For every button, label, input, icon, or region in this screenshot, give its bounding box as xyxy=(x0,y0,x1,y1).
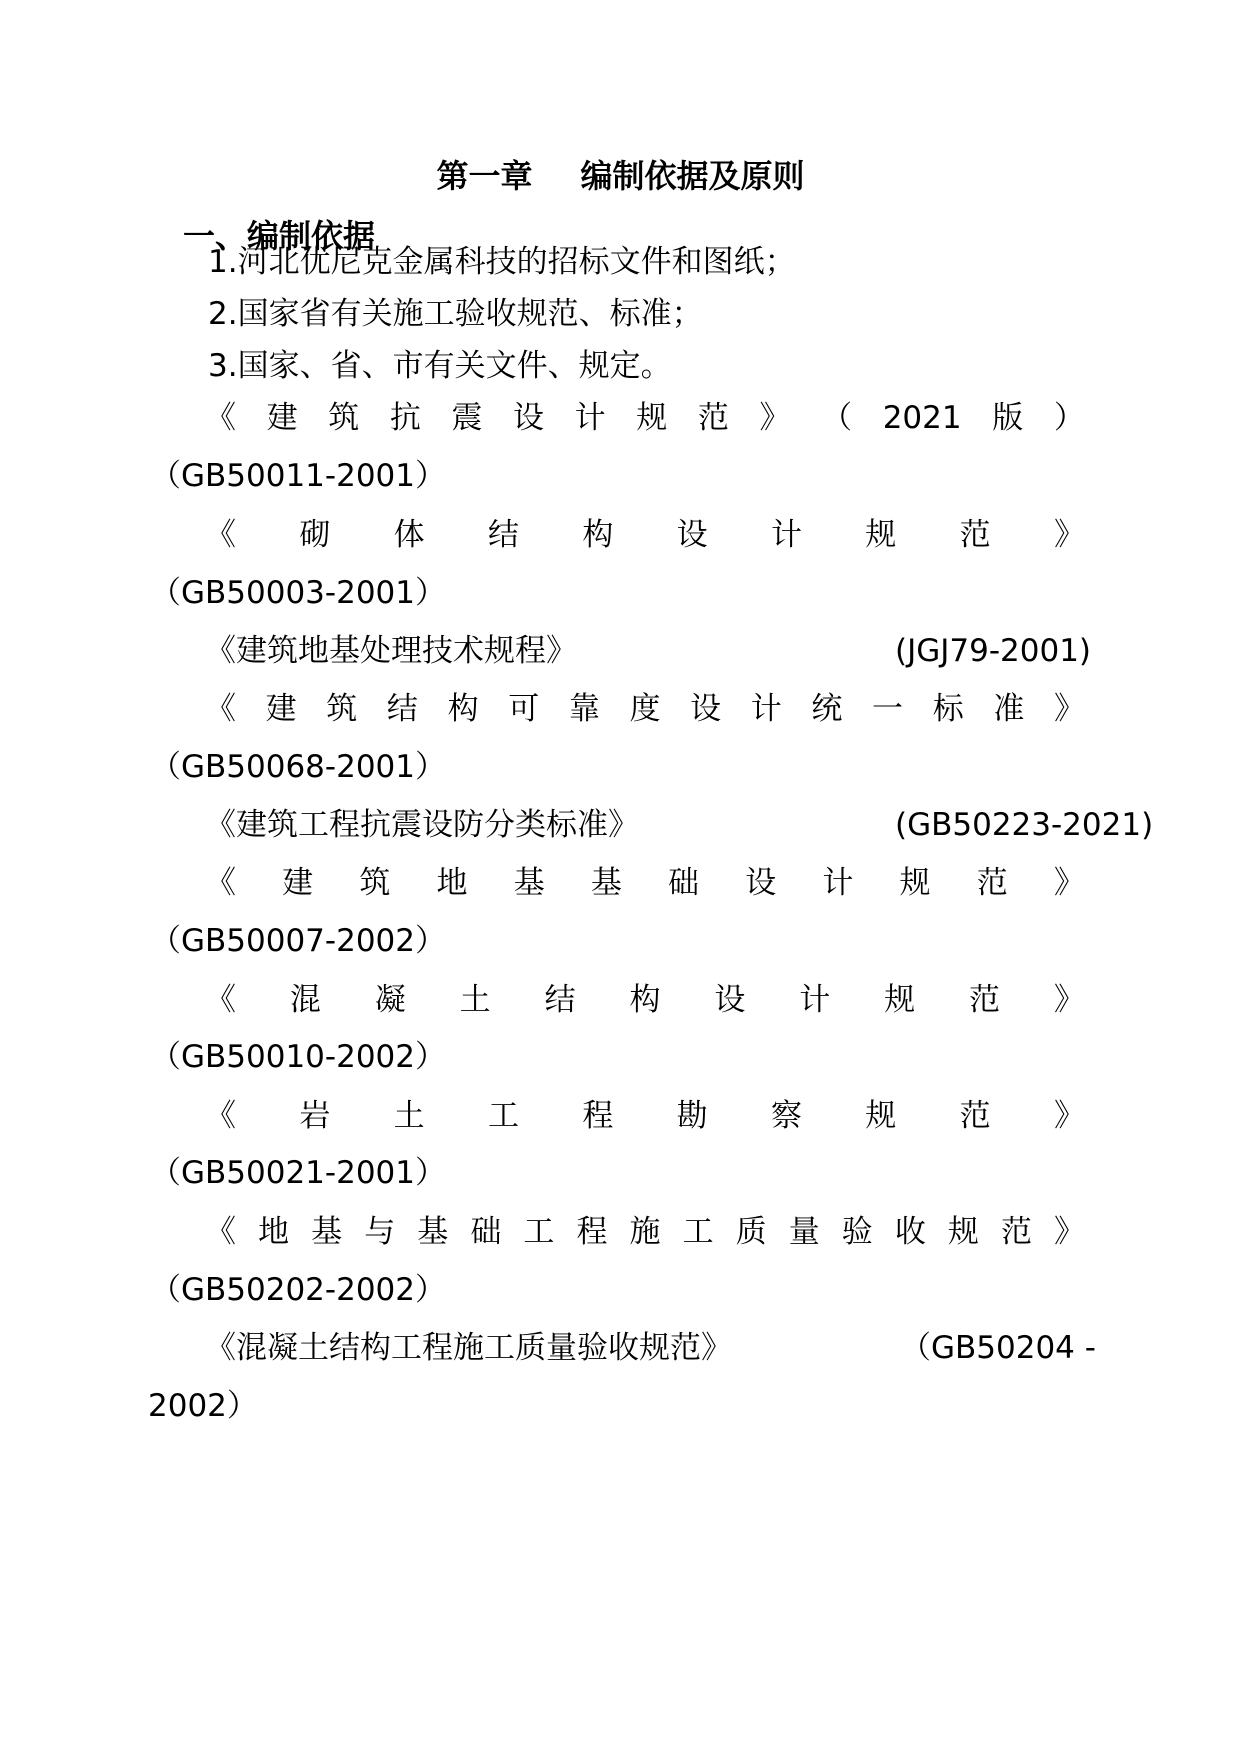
standard-title-char: 构 xyxy=(582,517,614,553)
standard-title-char: 《 xyxy=(205,1098,236,1134)
standard-title-char: 规 xyxy=(899,865,931,901)
standard-title-char: 度 xyxy=(629,691,661,727)
standard-title-char: 混 xyxy=(289,982,321,1018)
standard-title-char: 规 xyxy=(636,400,668,436)
standard-title-char: 准 xyxy=(993,691,1025,727)
standard-title-char: 砌 xyxy=(299,517,331,553)
standard-title-char: 《 xyxy=(205,691,236,727)
standard-code-continued: 2002） xyxy=(148,1388,258,1424)
standard-title-char: 范 xyxy=(976,865,1008,901)
standard-title-char: 筑 xyxy=(328,400,360,436)
standard-title-char: 《 xyxy=(205,517,236,553)
standard-title-char: 地 xyxy=(436,865,468,901)
standard-title-char: 计 xyxy=(770,517,802,553)
standard-title-char: 规 xyxy=(947,1214,979,1250)
standard-title-char: 结 xyxy=(487,517,519,553)
standard-title-char: 质 xyxy=(735,1214,767,1250)
standard-title-char: 范 xyxy=(697,400,729,436)
standard-title-char: 收 xyxy=(894,1214,926,1250)
standard-title-char: 设 xyxy=(690,691,722,727)
standard-title-char: 察 xyxy=(770,1098,802,1134)
standard-title-char: 基 xyxy=(513,865,545,901)
standard-code: （GB50202-2002） xyxy=(150,1272,446,1308)
standard-title-char: 版 xyxy=(992,400,1024,436)
standard-title-char: 结 xyxy=(544,982,576,1018)
standard-title: 《建筑工程抗震设防分类标准》 xyxy=(205,807,639,843)
standard-code: （GB50011-2001） xyxy=(150,458,446,494)
standard-title-char: 验 xyxy=(841,1214,873,1250)
standard-code: (JGJ79-2001) xyxy=(895,633,1092,669)
standard-title-char: 规 xyxy=(865,1098,897,1134)
standard-title-char: 筑 xyxy=(326,691,358,727)
standard-title-char: 《 xyxy=(205,982,236,1018)
standard-code: （GB50068-2001） xyxy=(150,749,446,785)
standard-title-char: 》 xyxy=(1053,517,1085,553)
standard-title-char: 范 xyxy=(969,982,1001,1018)
standard-title-char: 计 xyxy=(799,982,831,1018)
standard-title-char: 基 xyxy=(311,1214,343,1250)
standard-title-char: 》 xyxy=(759,400,791,436)
standard-title-char: 施 xyxy=(629,1214,661,1250)
standard-title-char: ） xyxy=(1053,400,1085,436)
standard-title-char: 岩 xyxy=(299,1098,331,1134)
standard-title-char: 》 xyxy=(1053,865,1085,901)
standard-title-char: 计 xyxy=(574,400,606,436)
standard-code: （GB50007-2002） xyxy=(150,923,446,959)
standard-title-char: 建 xyxy=(265,691,297,727)
standard-code: （GB50204 - xyxy=(900,1330,1096,1366)
standard-title-char: 筑 xyxy=(359,865,391,901)
standard-title-char: 结 xyxy=(386,691,418,727)
standard-code: (GB50223-2021) xyxy=(895,807,1154,843)
standard-title-char: 标 xyxy=(932,691,964,727)
standard-title-char: 地 xyxy=(258,1214,290,1250)
standard-title-char: 土 xyxy=(393,1098,425,1134)
standard-title-char: 工 xyxy=(682,1214,714,1250)
standard-title-char: 程 xyxy=(576,1214,608,1250)
list-item: 1.河北优尼克金属科技的招标文件和图纸； xyxy=(208,244,796,280)
standard-title-char: 规 xyxy=(865,517,897,553)
standard-code: （GB50010-2002） xyxy=(150,1039,446,1075)
standard-title-char: 工 xyxy=(487,1098,519,1134)
standard-title-char: 《 xyxy=(205,400,236,436)
standard-title-char: 一 xyxy=(872,691,904,727)
standard-title-char: 体 xyxy=(393,517,425,553)
standard-title-char: 础 xyxy=(470,1214,502,1250)
standard-title-char: 构 xyxy=(447,691,479,727)
standard-title-char: 构 xyxy=(629,982,661,1018)
standard-title-char: 建 xyxy=(266,400,298,436)
section-heading: 一、编制依据 xyxy=(183,217,376,255)
standard-title xyxy=(205,978,1085,1022)
standard-title-char: 范 xyxy=(959,1098,991,1134)
list-item: 2.国家省有关施工验收规范、标准； xyxy=(208,296,703,332)
standard-title-char: 量 xyxy=(788,1214,820,1250)
standard-title: 《混凝土结构工程施工质量验收规范》 xyxy=(205,1330,732,1366)
standard-title: 《建筑地基处理技术规程》 xyxy=(205,633,577,669)
standard-title-char: 《 xyxy=(205,1214,236,1250)
standard-title-char: 勘 xyxy=(676,1098,708,1134)
standard-title-char: 》 xyxy=(1053,1098,1085,1134)
standard-title-char: 工 xyxy=(523,1214,555,1250)
standard-title-char: 抗 xyxy=(389,400,421,436)
standard-code: （GB50003-2001） xyxy=(150,575,446,611)
standard-title-char: 2021 xyxy=(882,400,962,436)
chapter-number: 第一章 xyxy=(436,157,533,195)
standard-title-char: 统 xyxy=(811,691,843,727)
standard-title-char: 计 xyxy=(822,865,854,901)
standard-title-char: 基 xyxy=(417,1214,449,1250)
standard-title-char: 计 xyxy=(750,691,782,727)
list-item: 3.国家、省、市有关文件、规定。 xyxy=(208,348,672,384)
standard-title-char: 范 xyxy=(959,517,991,553)
standard-title-char: （ xyxy=(821,400,853,436)
standard-title-char: 震 xyxy=(451,400,483,436)
standard-title xyxy=(205,396,1085,440)
standard-title-char: 建 xyxy=(282,865,314,901)
standard-title-char: 土 xyxy=(459,982,491,1018)
standard-title-char: 靠 xyxy=(568,691,600,727)
standard-title-char: 设 xyxy=(745,865,777,901)
standard-title-char: 规 xyxy=(884,982,916,1018)
standard-title-char: 设 xyxy=(513,400,545,436)
standard-title-char: 》 xyxy=(1053,982,1085,1018)
standard-title-char: 凝 xyxy=(374,982,406,1018)
standard-title xyxy=(205,687,1085,731)
chapter-title-text: 编制依据及原则 xyxy=(580,157,805,195)
standard-title xyxy=(205,1210,1085,1254)
chapter-title xyxy=(0,152,1241,200)
standard-title xyxy=(205,1094,1085,1138)
standard-title xyxy=(205,861,1085,905)
standard-code: （GB50021-2001） xyxy=(150,1155,446,1191)
standard-title-char: 》 xyxy=(1054,1214,1085,1250)
standard-title-char: 范 xyxy=(1000,1214,1032,1250)
standard-title-char: 可 xyxy=(508,691,540,727)
standard-title-char: 《 xyxy=(205,865,236,901)
standard-title-char: 基 xyxy=(590,865,622,901)
standard-title xyxy=(205,513,1085,557)
standard-title-char: 程 xyxy=(582,1098,614,1134)
standard-title-char: 础 xyxy=(668,865,700,901)
standard-title-char: 设 xyxy=(676,517,708,553)
standard-title-char: 设 xyxy=(714,982,746,1018)
standard-title-char: 与 xyxy=(364,1214,396,1250)
standard-title-char: 》 xyxy=(1053,691,1085,727)
